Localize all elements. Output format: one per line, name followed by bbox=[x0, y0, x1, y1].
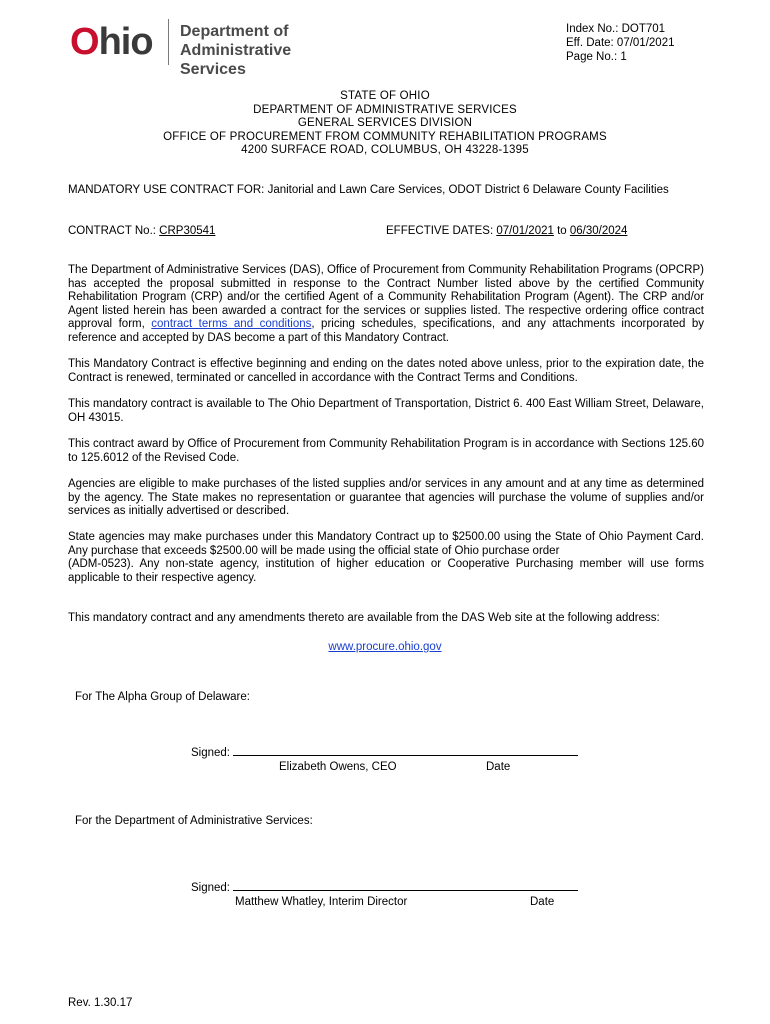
effective-dates-to: to bbox=[553, 225, 570, 237]
das-date-label: Date bbox=[530, 896, 555, 908]
paragraph-web-site-text: This mandatory contract and any amendments thereto are available from the DAS Web site at the following address: bbox=[68, 612, 660, 624]
effective-dates-line bbox=[386, 225, 627, 237]
effective-dates-label: EFFECTIVE DATES: bbox=[386, 225, 497, 237]
revision-number: Rev. 1.30.17 bbox=[68, 997, 133, 1009]
paragraph-availability bbox=[68, 398, 704, 425]
logo-divider bbox=[168, 19, 169, 65]
heading-line1: STATE OF OHIO bbox=[340, 90, 430, 102]
paragraph-web-site bbox=[68, 612, 704, 626]
das-signature-field[interactable] bbox=[233, 880, 578, 891]
das-for-label: For the Department of Administrative Services: bbox=[75, 815, 313, 827]
paragraph-purchases-a: State agencies may make purchases under this Mandatory Contract up to $2500.00 using the State of Ohio Payment Card. Any purchase that exceeds $2500.00 will be made using the official state of Ohio purchase order bbox=[68, 531, 704, 557]
effective-start-date: 07/01/2021 bbox=[496, 225, 554, 237]
index-number: Index No.: DOT701 bbox=[566, 23, 666, 35]
logo-department-name bbox=[180, 22, 360, 79]
paragraph-revised-code bbox=[68, 438, 704, 465]
paragraph-eligibility-text: Agencies are eligible to make purchases of the listed supplies and/or services in any amount and at any time as determined by the agency. The State makes no representation or guarantee that agencies will purchase the volume of supplies and/or services as initially advertised or described. bbox=[68, 478, 704, 518]
url-line bbox=[0, 641, 770, 653]
page-number: Page No.: 1 bbox=[566, 51, 627, 63]
das-signed-line bbox=[191, 880, 578, 894]
contract-number-line bbox=[68, 225, 215, 237]
effective-date: Eff. Date: 07/01/2021 bbox=[566, 37, 675, 49]
paragraph-revised-code-text: This contract award by Office of Procurement from Community Rehabilitation Program is in accordance with Sections 125.60 to 125.6012 of the Revised Code. bbox=[68, 438, 704, 464]
ohio-das-logo bbox=[70, 17, 360, 78]
paragraph-eligibility bbox=[68, 478, 704, 519]
contract-number-label: CONTRACT No.: bbox=[68, 225, 160, 237]
paragraph-effective-text: This Mandatory Contract is effective beginning and ending on the dates noted above unless, prior to the expiration date, the Contract is renewed, terminated or cancelled in accordance with the Contract Terms and Conditions. bbox=[68, 358, 704, 384]
heading-line5: 4200 SURFACE ROAD, COLUMBUS, OH 43228-1395 bbox=[241, 144, 529, 156]
logo-ohio-wordmark: Ohio bbox=[70, 21, 153, 63]
contract-number: CRP30541 bbox=[159, 225, 216, 237]
paragraph-acceptance-b: , pricing schedules, specifications, and any attachments incorporated by reference and accepted by DAS become a part of this Mandatory Contract. bbox=[68, 318, 704, 344]
heading-line3: GENERAL SERVICES DIVISION bbox=[297, 117, 473, 129]
mandatory-use-line bbox=[68, 184, 704, 198]
vendor-for-label: For The Alpha Group of Delaware: bbox=[75, 691, 250, 703]
paragraph-availability-text: This mandatory contract is available to The Ohio Department of Transportation, District 6. 400 East William Street, Delaware, OH 43015. bbox=[68, 398, 704, 424]
paragraph-purchases bbox=[68, 531, 704, 585]
paragraph-acceptance-a: The Department of Administrative Services (DAS), Office of Procurement from Community Rehabilitation Programs (OPCRP) has accepted the proposal submitted in response to the Contract Number listed above by the certified Community Rehabilitation Program (CRP) and/or the certified Agent of a Community Rehabilitation Program (Agent). The CRP and/or Agent listed herein has been awarded a contract for the services or supplies listed. The respective ordering office contract approval form, bbox=[68, 264, 704, 331]
effective-end-date: 06/30/2024 bbox=[569, 225, 628, 237]
das-signer-name: Matthew Whatley, Interim Director bbox=[235, 896, 408, 908]
index-block bbox=[566, 22, 674, 64]
heading-line2: DEPARTMENT OF ADMINISTRATIVE SERVICES bbox=[253, 103, 517, 116]
logo-dept-line1: Department of bbox=[180, 23, 289, 40]
vendor-signed-line bbox=[191, 745, 578, 759]
mandatory-use-label: MANDATORY USE CONTRACT FOR: bbox=[68, 184, 268, 196]
vendor-date-label: Date bbox=[486, 761, 511, 773]
paragraph-purchases-b: (ADM-0523). Any non-state agency, institution of higher education or Cooperative Purchasing member will use forms applicable to their respective agency. bbox=[68, 558, 704, 584]
das-signed-label: Signed: bbox=[191, 882, 234, 894]
procure-ohio-link[interactable]: www.procure.ohio.gov bbox=[328, 641, 442, 653]
document-heading bbox=[0, 90, 770, 158]
paragraph-acceptance bbox=[68, 264, 704, 346]
heading-line4: OFFICE OF PROCUREMENT FROM COMMUNITY REHABILITATION PROGRAMS bbox=[163, 130, 607, 143]
vendor-signature-field[interactable] bbox=[233, 745, 578, 756]
logo-dept-line2: Administrative Services bbox=[180, 42, 292, 78]
mandatory-use-value: Janitorial and Lawn Care Services, ODOT District 6 Delaware County Facilities bbox=[267, 184, 669, 196]
paragraph-effective bbox=[68, 358, 704, 385]
contract-terms-link[interactable]: contract terms and conditions bbox=[151, 318, 312, 331]
vendor-signed-label: Signed: bbox=[191, 747, 234, 759]
vendor-signer-name: Elizabeth Owens, CEO bbox=[279, 761, 397, 773]
